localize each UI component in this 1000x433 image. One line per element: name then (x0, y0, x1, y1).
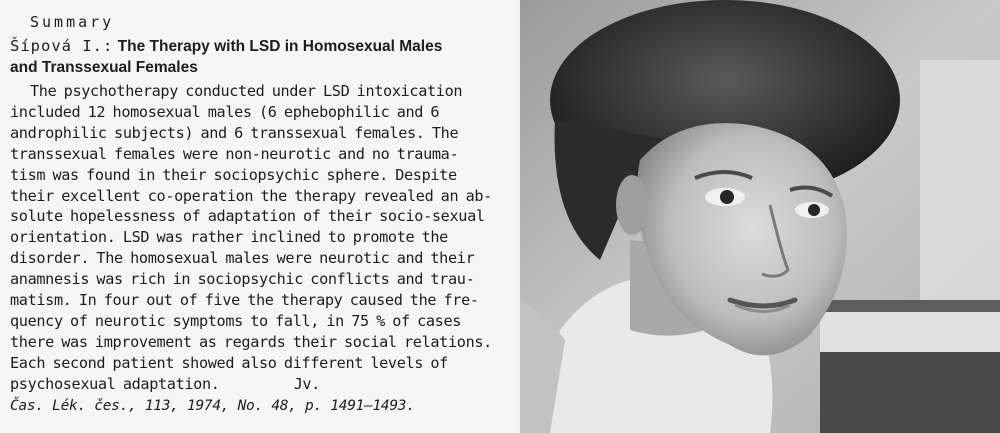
body-line-last (10, 374, 518, 395)
article-title-part-2: and Transsexual Females (10, 59, 198, 76)
body-line: tism was found in their sociopsychic sphere. Despite (10, 165, 457, 184)
body-line: there was improvement as regards their social relations. (10, 332, 492, 351)
summary-body (10, 81, 518, 395)
body-line-text: psychosexual adaptation. (10, 374, 220, 393)
title-line-2 (10, 57, 518, 78)
body-line: anamnesis was rich in sociopsychic conflicts and trau- (10, 270, 475, 289)
portrait-photo (520, 0, 1000, 433)
portrait-image (520, 0, 1000, 433)
body-line: Each second patient showed also different levels of (10, 353, 448, 372)
body-line: transsexual females were non-neurotic and no trauma- (10, 144, 459, 163)
body-line: disorder. The homosexual males were neurotic and their (10, 249, 475, 268)
author-name: Šípová I.: (10, 37, 114, 55)
body-line: The psychotherapy conducted under LSD intoxication (30, 82, 463, 100)
title-line-1 (10, 36, 518, 57)
body-line: quency of neurotic symptoms to fall, in 75 % of cases (10, 311, 462, 330)
article-title-part-1: The Therapy with LSD in Homosexual Males (117, 38, 443, 55)
summary-heading: Summary (30, 13, 115, 31)
reviewer-signature: Jv. (293, 374, 320, 393)
body-line: solute hopelessness of adaptation of their socio-sexual (10, 207, 485, 226)
body-line: matism. In four out of five the therapy caused the fre- (10, 291, 479, 310)
body-line: androphilic subjects) and 6 transsexual females. The (10, 123, 459, 142)
journal-citation: Čas. Lék. čes., 113, 1974, No. 48, p. 1491—1493. (10, 397, 415, 414)
body-line: included 12 homosexual males (6 ephebophilic and 6 (10, 102, 440, 121)
body-line: their excellent co-operation the therapy revealed an ab- (10, 186, 492, 205)
body-line: orientation. LSD was rather inclined to promote the (10, 228, 448, 247)
